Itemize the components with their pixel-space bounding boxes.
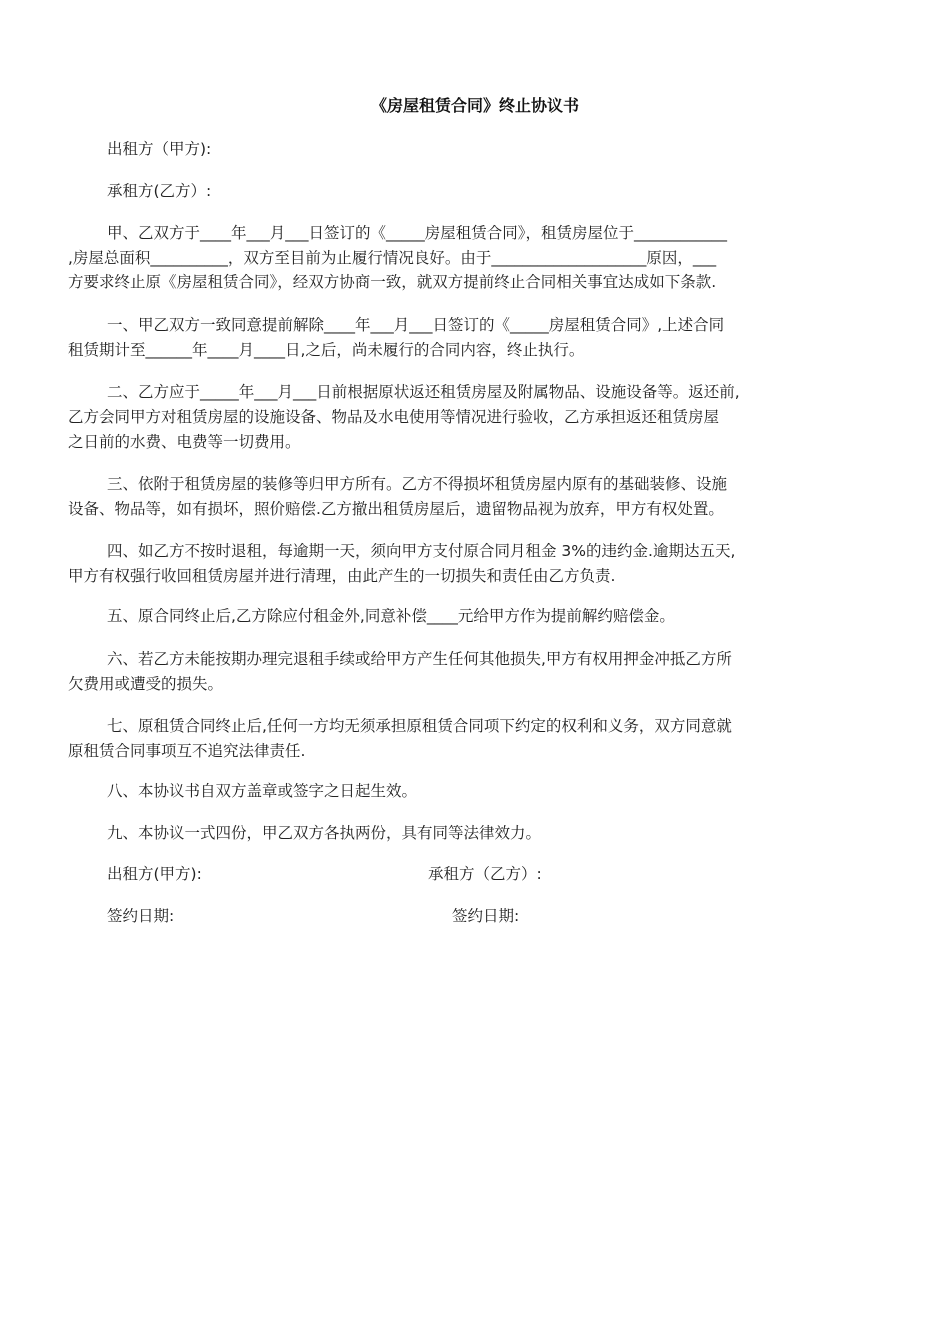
signature-date-right: 签约日期:: [452, 907, 520, 925]
intro-line: 甲、乙双方于____年___月___日签订的《_____房屋租赁合同》，租赁房屋位于____________: [107, 224, 728, 242]
lessee-label: 承租方(乙方）:: [107, 182, 212, 200]
clause-3-line: 三、依附于租赁房屋的装修等归甲方所有。乙方不得损坏租赁房屋内原有的基础装修、设施: [107, 475, 728, 493]
clause-6-line: 欠费用或遭受的损失。: [68, 675, 224, 693]
clause-6-line: 六、若乙方未能按期办理完退租手续或给甲方产生任何其他损失,甲方有权用押金冲抵乙方所: [107, 650, 732, 668]
clause-7-line: 七、原租赁合同终止后,任何一方均无须承担原租赁合同项下约定的权利和义务，双方同意就: [107, 717, 732, 735]
clause-4-line: 甲方有权强行收回租赁房屋并进行清理，由此产生的一切损失和责任由乙方负责.: [68, 567, 616, 585]
intro-line: 方要求终止原《房屋租赁合同》，经双方协商一致，就双方提前终止合同相关事宜达成如下条款.: [68, 273, 717, 291]
clause-7-line: 原租赁合同事项互不追究法律责任.: [68, 742, 306, 760]
clause-8-line: 八、本协议书自双方盖章或签字之日起生效。: [107, 782, 418, 800]
intro-line: ,房屋总面积__________，双方至目前为止履行情况良好。由于____________________原因，___: [68, 249, 717, 267]
clause-9-line: 九、本协议一式四份，甲乙双方各执两份，具有同等法律效力。: [107, 824, 542, 842]
clause-2-line: 乙方会同甲方对租赁房屋的设施设备、物品及水电使用等情况进行验收，乙方承担返还租赁房屋: [68, 408, 720, 426]
clause-5-line: 五、原合同终止后,乙方除应付租金外,同意补偿____元给甲方作为提前解约赔偿金。: [107, 607, 675, 625]
clause-2-line: 之日前的水费、电费等一切费用。: [68, 433, 301, 451]
lessor-label: 出租方（甲方):: [107, 140, 212, 158]
document-title: 《房屋租赁合同》终止协议书: [370, 96, 579, 115]
signature-lessor: 出租方(甲方):: [107, 865, 202, 883]
signature-date-left: 签约日期:: [107, 907, 175, 925]
clause-1-line: 租赁期计至______年____月____日,之后，尚未履行的合同内容，终止执行。: [68, 341, 585, 359]
clause-2-line: 二、乙方应于_____年___月___日前根据原状返还租赁房屋及附属物品、设施设备等。返还前,: [107, 383, 740, 401]
clause-4-line: 四、如乙方不按时退租，每逾期一天，须向甲方支付原合同月租金 3%的违约金.逾期达五天,: [107, 542, 736, 560]
clause-1-line: 一、甲乙双方一致同意提前解除____年___月___日签订的《_____房屋租赁合同》,上述合同: [107, 316, 725, 334]
clause-3-line: 设备、物品等，如有损坏，照价赔偿.乙方撤出租赁房屋后，遗留物品视为放弃，甲方有权处置。: [68, 500, 724, 518]
signature-lessee: 承租方（乙方）:: [428, 865, 542, 883]
